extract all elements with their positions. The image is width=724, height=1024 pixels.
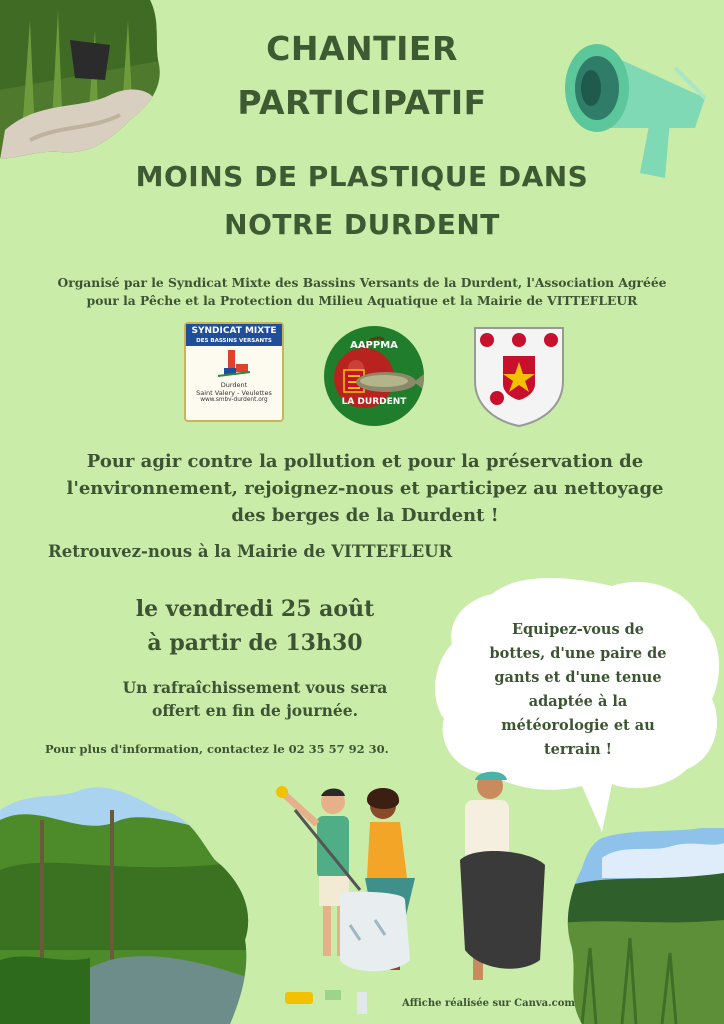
event-date — [70, 592, 440, 660]
advice-line-1: Equipez-vous de — [511, 621, 645, 638]
call-to-action — [40, 448, 690, 529]
meadow-photo — [562, 828, 724, 1024]
syndicat-logo-towns: Saint Valery - Veulettes — [196, 388, 272, 397]
advice-line-5: météorologie et au — [501, 717, 655, 734]
advice-line-2: bottes, d'une paire de — [489, 645, 667, 662]
syndicat-logo-sub: DES BASSINS VERSANTS — [186, 338, 282, 346]
syndicat-logo-url: www.smbv-durdent.org — [200, 397, 268, 403]
syndicat-logo-name: Durdent — [220, 381, 248, 389]
advice-line-4: adaptée à la — [528, 693, 628, 710]
organizers — [20, 274, 704, 310]
river-photo — [0, 780, 255, 1024]
aappma-logo — [324, 326, 424, 426]
date-line-1: le vendredi 25 août — [135, 596, 375, 622]
equipment-advice — [472, 618, 684, 762]
advice-line-3: gants et d'une tenue — [494, 669, 662, 686]
title-line-1: CHANTIER — [266, 29, 458, 68]
organizers-line-2: pour la Pêche et la Protection du Milieu Aquatique et la Mairie de VITTEFLEUR — [86, 293, 638, 308]
subtitle-line-2: NOTRE DURDENT — [224, 208, 500, 241]
aappma-logo-top: AAPPMA — [350, 340, 398, 351]
subtitle-line-1: MOINS DE PLASTIQUE DANS — [135, 160, 589, 193]
aappma-logo-bottom: LA DURDENT — [341, 397, 407, 407]
syndicat-emblem-icon — [186, 346, 282, 382]
lead-line-1: Pour agir contre la pollution et pour la préservation de — [86, 451, 644, 472]
refresh-line-2: offert en fin de journée. — [152, 701, 358, 720]
organizers-line-1: Organisé par le Syndicat Mixte des Bassins Versants de la Durdent, l'Association Agréée — [57, 275, 667, 290]
lead-line-2: l'environnement, rejoignez-nous et participez au nettoyage — [66, 478, 664, 499]
syndicat-logo-head: SYNDICAT MIXTE — [186, 324, 282, 338]
coat-of-arms-icon — [473, 326, 565, 428]
title-line-2: PARTICIPATIF — [237, 83, 487, 122]
date-line-2: à partir de 13h30 — [147, 630, 363, 656]
refresh-line-1: Un rafraîchissement vous sera — [122, 678, 388, 697]
contact-info: Pour plus d'information, contactez le 02 35 57 92 30. — [45, 742, 389, 756]
advice-line-6: terrain ! — [543, 741, 613, 758]
syndicat-logo — [184, 322, 284, 422]
volunteers-illustration — [255, 760, 560, 1020]
canva-credit: Affiche réalisée sur Canva.com — [402, 998, 575, 1009]
lead-line-3: des berges de la Durdent ! — [231, 505, 499, 526]
meeting-location: Retrouvez-nous à la Mairie de VITTEFLEUR — [48, 542, 453, 561]
refreshment-note — [70, 676, 440, 722]
